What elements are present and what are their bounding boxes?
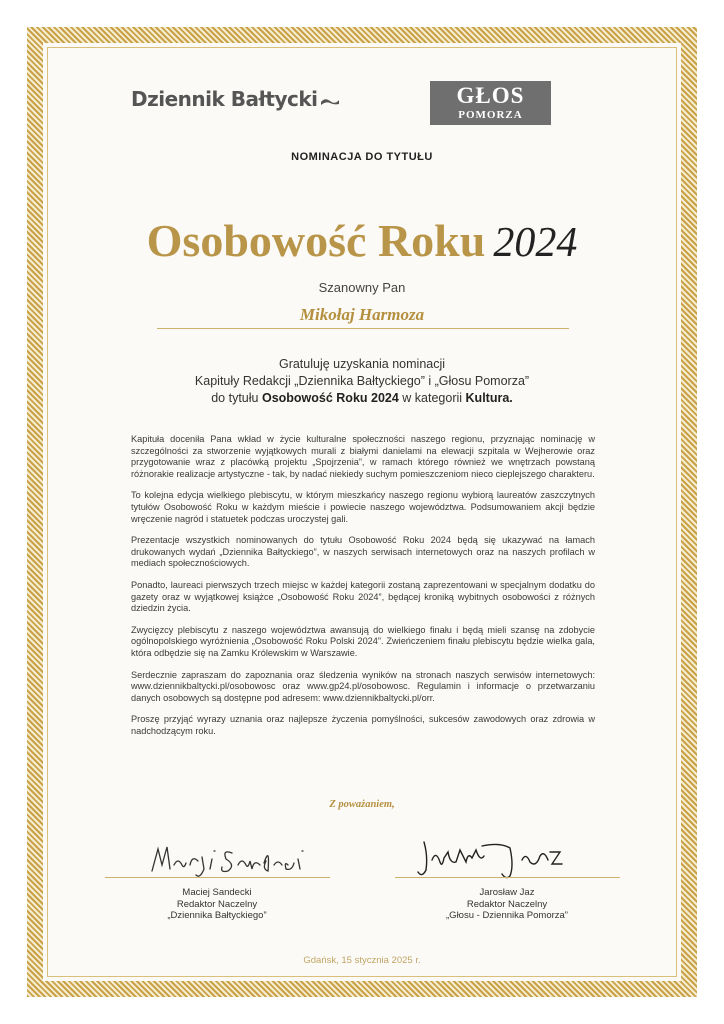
paragraph: Serdecznie zapraszam do zapoznania oraz śledzenia wyników na stronach naszych serwisów internetowych: www.dziennikbaltycki.pl/osobowosc oraz www.gp24.pl/osobowosc. Regulamin i informacje o przetwarzaniu danych osobowych są dostępne pod adresem: www.dziennikbaltycki.pl/orr.	[131, 669, 595, 703]
signatory-right	[417, 887, 597, 922]
congrats-line3	[47, 390, 677, 407]
congratulation-text	[47, 356, 677, 407]
paragraph: Zwycięzcy plebiscytu z naszego województwa awansują do wielkiego finału i będą mieli szansę na zdobycie ogólnopolskiego wyróżnienia „Osobowość Roku Polski 2024”. Zwieńczeniem finału plebiscytu będzie wielka gala, która odbędzie się na Zamku Królewskim w Warszawie.	[131, 624, 595, 658]
closing-phrase: Z poważaniem,	[329, 799, 395, 810]
congrats-line2: Kapituły Redakcji „Dziennika Bałtyckiego” i „Głosu Pomorza”	[194, 374, 530, 388]
divider	[157, 328, 569, 329]
letter-body	[131, 434, 595, 747]
paragraph: Ponadto, laureaci pierwszych trzech miejsc w każdej kategorii zostaną zaprezentowani w specjalnym dodatku do gazety oraz w wyjątkowej książce „Osobowość Roku 2024”, będącej kroniką wybitnych osobowości z różnych dziedzin życia.	[131, 579, 595, 614]
congrats-title-bold: Osobowość Roku 2024	[261, 391, 399, 405]
wave-icon	[320, 96, 340, 106]
congrats-line3-mid: w kategorii	[398, 391, 466, 405]
signatory-left	[127, 887, 307, 922]
congrats-line1: Gratuluję uzyskania nominacji	[278, 357, 446, 371]
signatory-org: „Głosu - Dziennika Pomorza”	[446, 910, 568, 921]
salutation: Szanowny Pan	[318, 280, 406, 295]
certificate-title	[47, 214, 677, 274]
glos-pomorza-logo	[430, 81, 551, 125]
recipient-name: Mikołaj Harmoza	[299, 305, 425, 324]
title-main: Osobowość Roku	[146, 215, 486, 266]
dziennik-baltycki-logo	[131, 87, 340, 111]
congrats-category: Kultura.	[465, 391, 513, 405]
signatory-name: Jarosław Jaz	[479, 887, 535, 898]
signature-jaz	[410, 832, 580, 882]
paragraph: Prezentacje wszystkich nominowanych do tytułu Osobowość Roku 2024 będą się ukazywać na łamach drukowanych wydań „Dziennika Bałtyckiego”, w naszych serwisach internetowych oraz na naszych profilach w mediach społecznościowych.	[131, 535, 595, 569]
signatory-name: Maciej Sandecki	[182, 887, 252, 898]
dziennik-logo-text: Dziennik Bałtycki	[131, 87, 318, 111]
signatory-role: Redaktor Naczelny	[466, 898, 548, 910]
glos-logo-line2: POMORZA	[458, 109, 523, 121]
nomination-label: NOMINACJA DO TYTUŁU	[291, 151, 433, 163]
signatory-org: „Dziennika Bałtyckiego”	[167, 910, 267, 921]
title-year: 2024	[493, 220, 578, 266]
congrats-line3-pre: do tytułu	[211, 391, 262, 405]
signature-line-left	[105, 877, 330, 878]
glos-logo-line1: GŁOS	[456, 83, 525, 108]
paragraph: Kapituła doceniła Pana wkład w życie kulturalne społeczności naszego regionu, przyznając nominację w szczególności za stworzenie wyjątkowych murali z białymi danielami na elewacji szpitala w Wejherowie oraz przygotowanie wraz z placówką projektu „Spojrzenia”, w ramach którego również we wnętrzach powstaną różnorakie realizacje artystyczne - tak, by nadać niekiedy suchym pomieszczeniom nieco cieplejszego charakteru.	[131, 434, 595, 479]
signature-line-right	[395, 877, 620, 878]
issue-date: Gdańsk, 15 stycznia 2025 r.	[303, 955, 421, 966]
signatory-role: Redaktor Naczelny	[176, 898, 258, 910]
paragraph: To kolejna edycja wielkiego plebiscytu, w którym mieszkańcy naszego regionu wybiorą laureatów zaszczytnych tytułów Osobowość Roku w każdym mieście i powiecie naszego województwa. Podsumowaniem akcji będzie wręczenie nagród i statuetek podczas uroczystej gali.	[131, 490, 595, 524]
paragraph: Proszę przyjąć wyrazy uznania oraz najlepsze życzenia pomyślności, sukcesów zawodowych oraz zdrowia w nadchodzącym roku.	[131, 714, 595, 736]
signature-sandecki	[140, 835, 310, 881]
